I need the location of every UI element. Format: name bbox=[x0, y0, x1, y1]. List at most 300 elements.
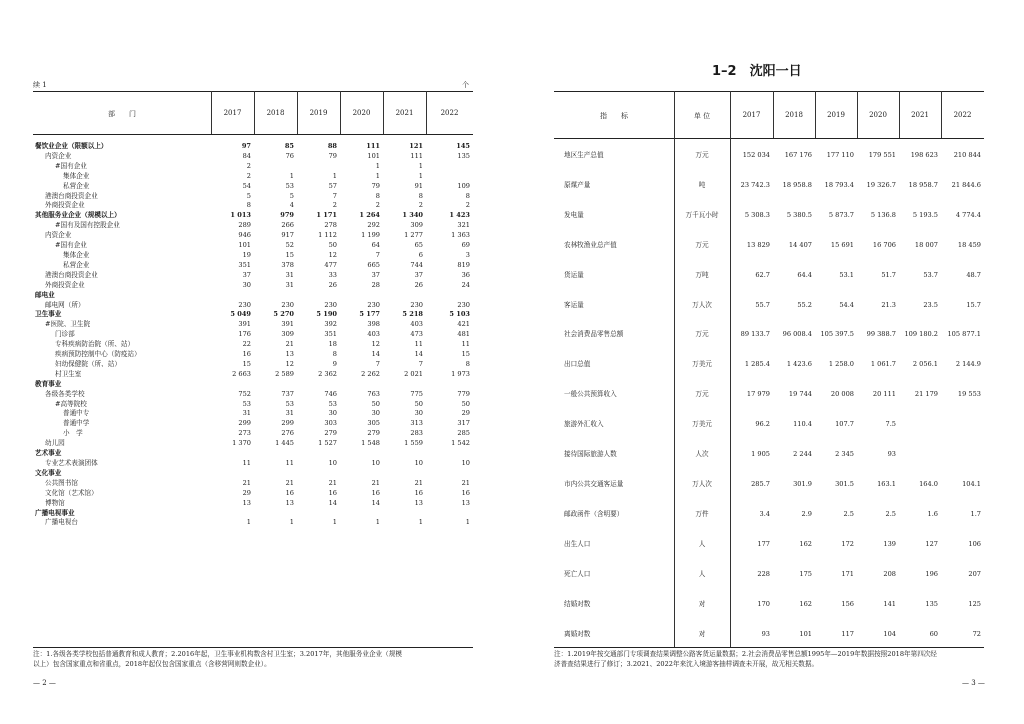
table-row bbox=[33, 281, 473, 291]
cell-value: 104 bbox=[883, 629, 896, 638]
cell-value bbox=[211, 291, 254, 301]
row-label: 外商投资企业 bbox=[45, 201, 85, 210]
cell-value: 2 bbox=[375, 201, 380, 210]
cell-value: 819 bbox=[457, 260, 470, 269]
table-row bbox=[33, 518, 473, 528]
cell-value: 55.2 bbox=[797, 300, 812, 309]
cell-value: 176 bbox=[238, 330, 251, 339]
table-row bbox=[554, 530, 984, 560]
cell-value bbox=[297, 162, 340, 172]
cell-value bbox=[340, 509, 383, 519]
cell-value: 30 bbox=[242, 280, 251, 289]
cell-value: 26 bbox=[328, 280, 337, 289]
cell-value: 210 844 bbox=[953, 151, 981, 159]
row-label: 公共图书馆 bbox=[45, 478, 78, 487]
cell-value bbox=[211, 449, 254, 459]
cell-value: 285.7 bbox=[751, 479, 770, 488]
header-year-2022: 2022 bbox=[953, 111, 972, 119]
row-label: 农林牧渔业总产值 bbox=[564, 240, 617, 249]
cell-value: 156 bbox=[841, 599, 854, 608]
page-number: — 2 — bbox=[33, 679, 56, 687]
cell-value: 177 bbox=[757, 539, 770, 548]
cell-value: 85 bbox=[284, 142, 294, 150]
cell-value: 392 bbox=[324, 320, 337, 329]
cell-value: 14 407 bbox=[788, 240, 812, 249]
cell-value: 111 bbox=[410, 151, 423, 160]
cell-value: 301.9 bbox=[793, 479, 812, 488]
cell-value: 6 bbox=[418, 250, 423, 259]
cell-value bbox=[383, 509, 426, 519]
cell-value: 125 bbox=[968, 599, 981, 608]
table-row bbox=[33, 201, 473, 211]
cell-value: 1 363 bbox=[451, 231, 470, 240]
cell-value: 162 bbox=[799, 539, 812, 548]
cell-value: 1 258.0 bbox=[828, 360, 854, 369]
row-label: 外商投资企业 bbox=[45, 280, 85, 289]
cell-value: 93 bbox=[761, 629, 770, 638]
cell-value: 96 008.4 bbox=[782, 330, 812, 339]
cell-value bbox=[383, 449, 426, 459]
cell-value: 7 bbox=[418, 359, 423, 368]
cell-value: 23 742.3 bbox=[740, 180, 770, 189]
cell-value: 177 110 bbox=[826, 151, 854, 159]
cell-value: 301.5 bbox=[835, 479, 854, 488]
header-year-2021: 2021 bbox=[911, 111, 929, 119]
cell-value: 163.1 bbox=[877, 479, 896, 488]
cell-value: 139 bbox=[883, 539, 896, 548]
row-label: 妇幼保健院（所、站） bbox=[55, 359, 121, 368]
cell-value: 2 144.9 bbox=[955, 360, 981, 369]
cell-value: 172 bbox=[841, 539, 854, 548]
table-row bbox=[33, 192, 473, 202]
header-divider bbox=[899, 91, 900, 138]
cell-value: 15 691 bbox=[830, 240, 854, 249]
cell-value: 2 bbox=[465, 201, 470, 210]
table-row bbox=[33, 301, 473, 311]
cell-value: 299 bbox=[238, 419, 251, 428]
cell-value: 18 958.8 bbox=[782, 180, 812, 189]
row-label: 集体企业 bbox=[63, 250, 90, 259]
row-label: 其他服务业企业（规模以上） bbox=[35, 211, 121, 220]
header-year-2017: 2017 bbox=[742, 111, 761, 119]
cell-value: 15.7 bbox=[966, 300, 981, 309]
cell-value: 207 bbox=[968, 569, 981, 578]
row-label: 私营企业 bbox=[63, 181, 90, 190]
row-label: 教育事业 bbox=[35, 379, 62, 388]
row-unit: 万元 bbox=[695, 151, 709, 159]
cell-value: 1 bbox=[246, 518, 251, 527]
cell-value: 230 bbox=[367, 300, 380, 309]
cell-value: 321 bbox=[457, 221, 470, 230]
cell-value: 2.5 bbox=[885, 509, 896, 518]
cell-value: 53.7 bbox=[923, 270, 938, 279]
footnote-line: 以上）包含国家重点和省重点，2018年起仅包含国家重点（含移营网则数企业）。 bbox=[33, 660, 271, 668]
cell-value: 18 007 bbox=[914, 240, 938, 249]
cell-value: 31 bbox=[285, 270, 294, 279]
cell-value: 99 388.7 bbox=[866, 330, 896, 339]
cell-value bbox=[899, 410, 941, 440]
cell-value: 8 bbox=[465, 359, 470, 368]
header-year-2021: 2021 bbox=[395, 109, 414, 117]
row-unit: 万元 bbox=[695, 240, 709, 249]
table-row bbox=[554, 231, 984, 261]
cell-value: 2.5 bbox=[843, 509, 854, 518]
cell-value: 1.7 bbox=[970, 509, 981, 518]
row-label: 社会消费品零售总额 bbox=[564, 330, 624, 339]
cell-value: 18 958.7 bbox=[908, 180, 938, 189]
cell-value: 11 bbox=[414, 340, 423, 349]
cell-value: 279 bbox=[324, 429, 337, 438]
cell-value: 105 397.5 bbox=[820, 330, 854, 339]
row-label: 客运量 bbox=[564, 300, 584, 309]
row-label: 港澳台商投资企业 bbox=[45, 270, 98, 279]
cell-value: 22 bbox=[242, 340, 251, 349]
cell-value: 1 bbox=[289, 518, 294, 527]
cell-value: 164.0 bbox=[919, 479, 938, 488]
cell-value: 16 bbox=[371, 488, 380, 497]
row-label: 文化事业 bbox=[35, 468, 62, 477]
cell-value: 746 bbox=[324, 389, 337, 398]
table-row bbox=[33, 320, 473, 330]
cell-value: 15 bbox=[461, 350, 470, 359]
cell-value: 97 bbox=[241, 142, 251, 150]
table-row bbox=[33, 330, 473, 340]
cell-value: 1 559 bbox=[404, 439, 423, 448]
cell-value: 167 176 bbox=[784, 151, 812, 159]
cell-value: 17 979 bbox=[746, 390, 770, 399]
cell-value: 1 340 bbox=[402, 211, 423, 220]
cell-value: 8 bbox=[418, 191, 423, 200]
cell-value: 1 423 bbox=[449, 211, 470, 220]
cell-value: 351 bbox=[324, 330, 337, 339]
header-year-2017: 2017 bbox=[223, 109, 242, 117]
cell-value: 91 bbox=[414, 181, 423, 190]
row-label: 卫生事业 bbox=[35, 310, 62, 319]
cell-value: 10 bbox=[371, 459, 380, 467]
cell-value: 5 218 bbox=[402, 310, 423, 319]
cell-value: 763 bbox=[367, 389, 380, 398]
row-unit: 人次 bbox=[695, 450, 709, 459]
table-row bbox=[33, 261, 473, 271]
cell-value: 289 bbox=[238, 221, 251, 230]
row-label: 广播电视事业 bbox=[35, 508, 75, 517]
cell-value bbox=[383, 380, 426, 390]
cell-value: 5 049 bbox=[230, 310, 251, 319]
header-divider bbox=[815, 91, 816, 138]
table-row bbox=[33, 162, 473, 172]
table-row bbox=[33, 360, 473, 370]
row-label: 私营企业 bbox=[63, 260, 90, 269]
header-divider bbox=[297, 91, 298, 134]
cell-value: 1 973 bbox=[451, 369, 470, 378]
cell-value: 230 bbox=[324, 300, 337, 309]
row-label: 门诊部 bbox=[55, 330, 75, 339]
cell-value: 378 bbox=[281, 260, 294, 269]
table-row bbox=[554, 560, 984, 590]
cell-value: 54 bbox=[242, 181, 251, 190]
cell-value: 51.7 bbox=[881, 270, 896, 279]
row-unit: 万元 bbox=[695, 330, 709, 339]
cell-value: 391 bbox=[238, 320, 251, 329]
cell-value: 1 423.6 bbox=[786, 360, 812, 369]
table-row bbox=[33, 479, 473, 489]
cell-value: 21 844.6 bbox=[951, 180, 981, 189]
cell-value: 477 bbox=[324, 260, 337, 269]
table-row bbox=[554, 320, 984, 350]
cell-value: 391 bbox=[281, 320, 294, 329]
cell-value: 12 bbox=[371, 340, 380, 349]
cell-value: 5 873.7 bbox=[828, 210, 854, 219]
cell-value: 31 bbox=[285, 280, 294, 289]
cell-value: 105 877.1 bbox=[947, 330, 981, 339]
cell-value: 1 527 bbox=[318, 439, 337, 448]
cell-value: 917 bbox=[281, 231, 294, 240]
cell-value: 28 bbox=[371, 280, 380, 289]
table-row bbox=[554, 171, 984, 201]
cell-value: 313 bbox=[410, 419, 423, 428]
cell-value: 54.4 bbox=[839, 300, 854, 309]
row-label: 接待国际旅游人数 bbox=[564, 450, 617, 459]
cell-value: 31 bbox=[242, 409, 251, 418]
row-label: 邮电业 bbox=[35, 290, 55, 299]
left-data-table bbox=[33, 142, 473, 528]
cell-value: 273 bbox=[238, 429, 251, 438]
cell-value: 127 bbox=[925, 539, 938, 548]
table-row bbox=[33, 459, 473, 469]
cell-value: 11 bbox=[461, 340, 470, 349]
table-row bbox=[554, 470, 984, 500]
cell-value: 60 bbox=[929, 629, 938, 638]
row-label: 餐饮业企业（限额以上） bbox=[35, 142, 108, 150]
cell-value bbox=[426, 291, 473, 301]
cell-value: 230 bbox=[281, 300, 294, 309]
header-divider bbox=[211, 91, 212, 134]
cell-value bbox=[426, 469, 473, 479]
right-data-table bbox=[554, 141, 984, 649]
cell-value: 292 bbox=[367, 221, 380, 230]
row-label: 普通中专 bbox=[63, 409, 90, 418]
cell-value: 10 bbox=[328, 459, 337, 467]
cell-value bbox=[254, 449, 297, 459]
table-row bbox=[33, 370, 473, 380]
row-label: 原煤产量 bbox=[564, 180, 591, 189]
cell-value: 665 bbox=[367, 260, 380, 269]
cell-value: 1 bbox=[465, 518, 470, 527]
cell-value: 299 bbox=[281, 419, 294, 428]
cell-value: 18 bbox=[328, 340, 337, 349]
cell-value: 30 bbox=[414, 409, 423, 418]
cell-value: 117 bbox=[841, 629, 854, 638]
page-number: — 3 — bbox=[962, 679, 985, 687]
cell-value: 1 370 bbox=[232, 439, 251, 448]
cell-value: 5 177 bbox=[359, 310, 380, 319]
footnote-line: 济普查结果进行了修订；3.2021、2022年来沈入境游客抽样调查未开展，故无相关数据。 bbox=[554, 660, 819, 668]
right-page bbox=[512, 0, 1024, 724]
cell-value: 16 bbox=[414, 488, 423, 497]
cell-value: 93 bbox=[887, 450, 896, 459]
cell-value: 18 459 bbox=[957, 240, 981, 249]
cell-value: 21 bbox=[414, 478, 423, 487]
header-year-2018: 2018 bbox=[266, 109, 285, 117]
row-unit: 万人次 bbox=[692, 300, 712, 309]
cell-value: 20 111 bbox=[872, 390, 896, 399]
cell-value: 13 829 bbox=[746, 240, 770, 249]
cell-value bbox=[426, 449, 473, 459]
table-row bbox=[554, 500, 984, 530]
cell-value bbox=[941, 410, 984, 440]
row-label: 地区生产总值 bbox=[564, 151, 604, 159]
cell-value: 1 264 bbox=[359, 211, 380, 220]
cell-value: 1 bbox=[418, 518, 423, 527]
cell-value: 5 136.8 bbox=[870, 210, 896, 219]
cell-value: 309 bbox=[410, 221, 423, 230]
cell-value: 398 bbox=[367, 320, 380, 329]
row-label: 集体企业 bbox=[63, 171, 90, 180]
cell-value: 53 bbox=[285, 181, 294, 190]
cell-value: 21 bbox=[328, 478, 337, 487]
cell-value bbox=[297, 449, 340, 459]
cell-value: 104.1 bbox=[962, 479, 981, 488]
cell-value: 76 bbox=[285, 151, 294, 160]
cell-value: 18 793.4 bbox=[824, 180, 854, 189]
table-row bbox=[33, 172, 473, 182]
table-row bbox=[33, 380, 473, 390]
cell-value: 317 bbox=[457, 419, 470, 428]
table-row bbox=[33, 499, 473, 509]
row-label: 疾病预防控制中心（防疫站） bbox=[55, 350, 141, 359]
cell-value bbox=[297, 380, 340, 390]
row-label: #高等院校 bbox=[55, 399, 87, 408]
table-row bbox=[33, 142, 473, 152]
cell-value: 1 bbox=[375, 161, 380, 170]
cell-value: 14 bbox=[414, 350, 423, 359]
cell-value: 752 bbox=[238, 389, 251, 398]
cell-value: 946 bbox=[238, 231, 251, 240]
cell-value: 53 bbox=[328, 399, 337, 408]
cell-value: 15 bbox=[242, 359, 251, 368]
cell-value bbox=[426, 162, 473, 172]
page-title: 1–2 沈阳一日 bbox=[712, 64, 802, 79]
cell-value: 9 bbox=[332, 359, 337, 368]
row-unit: 万美元 bbox=[692, 420, 712, 429]
cell-value bbox=[383, 469, 426, 479]
cell-value: 13 bbox=[414, 498, 423, 507]
cell-value: 1 112 bbox=[318, 231, 337, 240]
cell-value: 65 bbox=[414, 241, 423, 250]
cell-value: 96.2 bbox=[755, 420, 770, 429]
cell-value: 110.4 bbox=[793, 420, 812, 429]
cell-value: 481 bbox=[457, 330, 470, 339]
header-divider bbox=[340, 91, 341, 134]
cell-value: 2 663 bbox=[232, 369, 251, 378]
table-row bbox=[33, 152, 473, 162]
cell-value: 230 bbox=[457, 300, 470, 309]
cell-value bbox=[254, 291, 297, 301]
row-label: 旅游外汇收入 bbox=[564, 420, 604, 429]
cell-value: 2 589 bbox=[275, 369, 294, 378]
row-label: 发电量 bbox=[564, 210, 584, 219]
table-row bbox=[33, 449, 473, 459]
cell-value: 196 bbox=[925, 569, 938, 578]
row-label: 普通中学 bbox=[63, 419, 90, 428]
cell-value: 15 bbox=[285, 250, 294, 259]
cell-value: 101 bbox=[238, 241, 251, 250]
row-label: #医院、卫生院 bbox=[45, 320, 91, 329]
cell-value: 1 061.7 bbox=[870, 360, 896, 369]
header-bottom-rule bbox=[554, 138, 984, 139]
cell-value bbox=[254, 509, 297, 519]
cell-value: 50 bbox=[461, 399, 470, 408]
cell-value: 84 bbox=[242, 151, 251, 160]
cell-value: 278 bbox=[324, 221, 337, 230]
cell-value: 5 103 bbox=[449, 310, 470, 319]
header-bottom-rule bbox=[33, 134, 473, 135]
cell-value: 2 bbox=[246, 161, 251, 170]
header-department: 部 门 bbox=[108, 110, 136, 118]
row-label: 艺术事业 bbox=[35, 449, 62, 458]
cell-value: 57 bbox=[328, 181, 337, 190]
cell-value: 309 bbox=[281, 330, 294, 339]
row-label: 出生人口 bbox=[564, 539, 591, 548]
cell-value bbox=[211, 380, 254, 390]
cell-value: 10 bbox=[461, 459, 470, 467]
cell-value: 1 013 bbox=[230, 211, 251, 220]
row-label: #国有企业 bbox=[55, 161, 87, 170]
cell-value: 1 285.4 bbox=[744, 360, 770, 369]
cell-value: 23.5 bbox=[923, 300, 938, 309]
cell-value: 33 bbox=[328, 270, 337, 279]
cell-value: 16 bbox=[328, 488, 337, 497]
row-label: 内资企业 bbox=[45, 231, 72, 240]
row-label: 货运量 bbox=[564, 270, 584, 279]
table-row bbox=[33, 251, 473, 261]
cell-value bbox=[340, 469, 383, 479]
cell-value: 5 380.5 bbox=[786, 210, 812, 219]
cell-value bbox=[899, 440, 941, 470]
cell-value: 19 553 bbox=[957, 390, 981, 399]
row-label: 结婚对数 bbox=[564, 599, 591, 608]
cell-value: 21 bbox=[461, 478, 470, 487]
cell-value: 53 bbox=[285, 399, 294, 408]
row-label: 广播电视台 bbox=[45, 518, 78, 527]
cell-value: 403 bbox=[410, 320, 423, 329]
cell-value bbox=[254, 469, 297, 479]
cell-value bbox=[297, 291, 340, 301]
cell-value: 21 179 bbox=[914, 390, 938, 399]
row-unit: 对 bbox=[698, 629, 706, 638]
cell-value: 19 744 bbox=[788, 390, 812, 399]
header-divider bbox=[383, 91, 384, 134]
cell-value: 12 bbox=[328, 250, 337, 259]
cell-value: 744 bbox=[410, 260, 423, 269]
header-indicator: 指 标 bbox=[600, 112, 628, 120]
cell-value bbox=[426, 172, 473, 182]
header-divider bbox=[254, 91, 255, 134]
cell-value: 64 bbox=[371, 241, 380, 250]
cell-value: 1 bbox=[332, 518, 337, 527]
cell-value: 779 bbox=[457, 389, 470, 398]
cell-value: 106 bbox=[968, 539, 981, 548]
cell-value: 29 bbox=[461, 409, 470, 418]
cell-value: 208 bbox=[883, 569, 896, 578]
cell-value: 283 bbox=[410, 429, 423, 438]
cell-value: 2 244 bbox=[793, 450, 812, 459]
cell-value: 5 270 bbox=[273, 310, 294, 319]
cell-value bbox=[211, 469, 254, 479]
cell-value: 2 bbox=[418, 201, 423, 210]
cell-value: 135 bbox=[925, 599, 938, 608]
cell-value: 48.7 bbox=[966, 270, 981, 279]
